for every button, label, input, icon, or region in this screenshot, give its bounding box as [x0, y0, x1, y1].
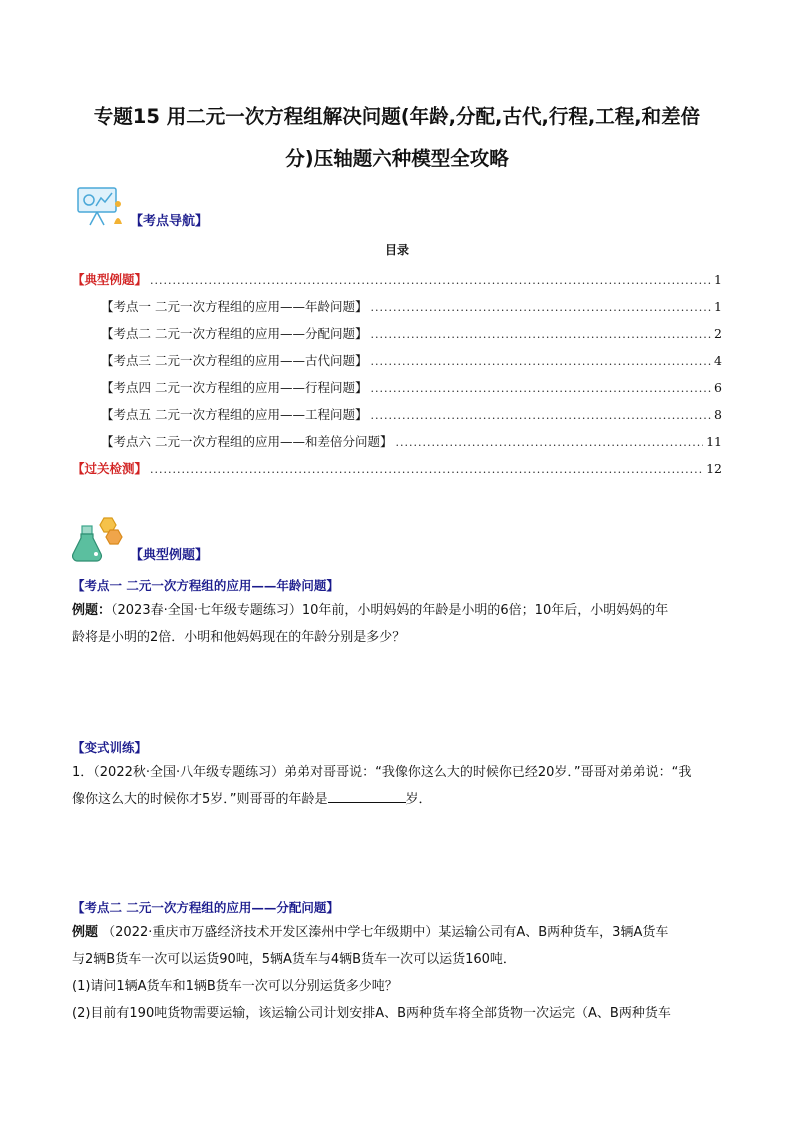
question-line-2-end: 岁． [405, 792, 432, 807]
toc-item-page: 1 [714, 299, 722, 314]
question-line-2: 像你这么大的时候你才5岁．”则哥哥的年龄是 [72, 792, 328, 807]
toc-item-label: 【典型例题】 [72, 272, 148, 287]
toc-item[interactable] [0, 297, 794, 315]
nav-section-header [72, 180, 208, 230]
title-line-1: 专题15 用二元一次方程组解决问题(年龄,分配,古代,行程,工程,和差倍 [93, 105, 701, 128]
toc-item[interactable] [0, 378, 794, 396]
title-line-2: 分)压轴题六种模型全攻略 [285, 147, 509, 170]
toc-item-label: 【考点二 二元一次方程组的应用——分配问题】 [101, 326, 368, 341]
sub-question-1: (1)请问1辆A货车和1辆B货车一次可以分别运货多少吨？ [72, 979, 398, 994]
toc-item-page: 12 [706, 461, 722, 476]
example-text-line-1: （2023春·全国·七年级专题练习）10年前，小明妈妈的年龄是小明的6倍；10年后，小明妈妈的年 [111, 603, 669, 618]
question-line-1: 1．（2022秋·全国·八年级专题练习）弟弟对哥哥说：“我像你这么大的时候你已经20岁．”哥哥对弟弟说：“我 [72, 765, 692, 780]
toc-leader-dots [370, 328, 711, 341]
toc-item[interactable] [0, 351, 794, 369]
toc-item[interactable] [0, 270, 794, 288]
toc-leader-dots [370, 355, 711, 368]
typical-label: 【典型例题】 [130, 548, 209, 563]
flask-molecule-icon [72, 514, 124, 564]
document-title [70, 96, 724, 180]
toc-item-label: 【考点六 二元一次方程组的应用——和差倍分问题】 [101, 434, 393, 449]
kp1-heading: 【考点一 二元一次方程组的应用——年龄问题】 [72, 578, 339, 593]
toc-item-page: 1 [714, 272, 722, 287]
example-text-line-2: 龄将是小明的2倍．小明和他妈妈现在的年龄分别是多少？ [72, 630, 406, 645]
toc-item-page: 6 [714, 380, 722, 395]
toc-leader-dots [370, 301, 711, 314]
answer-blank[interactable] [328, 788, 406, 803]
kp2-heading: 【考点二 二元一次方程组的应用——分配问题】 [72, 900, 339, 915]
toc-leader-dots [370, 382, 711, 395]
example-label: 例题 [72, 925, 99, 940]
toc-leader-dots [150, 274, 711, 287]
variant-training-label: 【变式训练】 [72, 740, 148, 755]
nav-label: 【考点导航】 [130, 214, 209, 229]
toc-item[interactable] [0, 405, 794, 423]
typical-section-header [72, 514, 208, 564]
toc-item-page: 8 [714, 407, 722, 422]
toc-item-page: 4 [714, 353, 722, 368]
toc-leader-dots [370, 409, 711, 422]
example-text-line-1: （2022·重庆市万盛经济技术开发区溱州中学七年级期中）某运输公司有A、B两种货车，3辆A货车 [102, 925, 669, 940]
toc-item-page: 11 [706, 434, 722, 449]
toc-item[interactable] [0, 432, 794, 450]
example-label: 例题： [72, 603, 112, 618]
sub-question-2: (2)目前有190吨货物需要运输，该运输公司计划安排A、B两种货车将全部货物一次运完（A、B两种货车 [72, 1006, 671, 1021]
toc-item-label: 【考点三 二元一次方程组的应用——古代问题】 [101, 353, 368, 368]
toc-item-label: 【考点一 二元一次方程组的应用——年龄问题】 [101, 299, 368, 314]
toc-leader-dots [395, 436, 703, 449]
toc-item[interactable] [0, 459, 794, 477]
toc-item-label: 【考点五 二元一次方程组的应用——工程问题】 [101, 407, 368, 422]
kp2-example [72, 919, 722, 1027]
presentation-board-icon [72, 180, 124, 230]
toc-title: 目录 [384, 243, 409, 257]
toc-item-page: 2 [714, 326, 722, 341]
example-text-line-2: 与2辆B货车一次可以运货90吨，5辆A货车与4辆B货车一次可以运货160吨． [72, 952, 516, 967]
toc-leader-dots [150, 463, 703, 476]
toc-item[interactable] [0, 324, 794, 342]
kp1-example [72, 597, 722, 651]
kp1-variant-question [72, 759, 722, 813]
toc-item-label: 【过关检测】 [72, 461, 148, 476]
toc-item-label: 【考点四 二元一次方程组的应用——行程问题】 [101, 380, 368, 395]
